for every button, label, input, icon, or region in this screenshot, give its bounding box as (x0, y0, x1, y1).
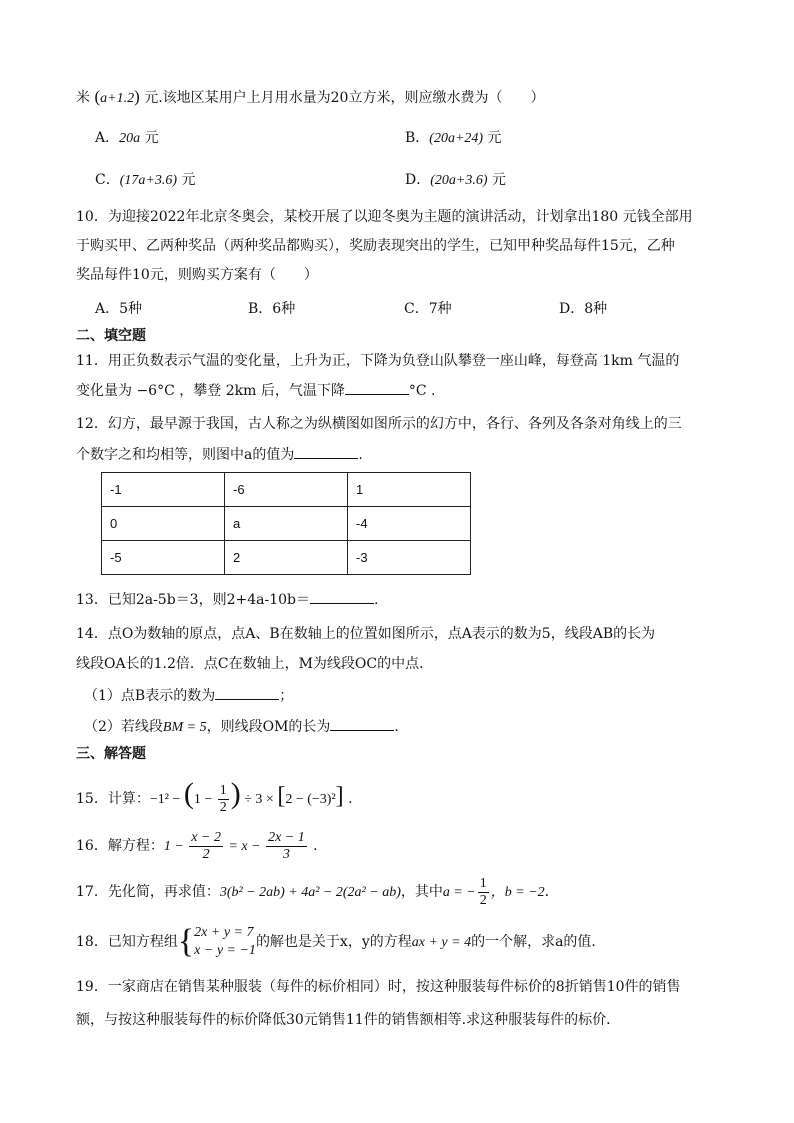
q9-option-d[interactable]: D．(20a+3.6) 元 (405, 172, 506, 188)
q14-line1: 14．点O为数轴的原点，点A、B在数轴上的位置如图所示，点A表示的数为5，线段AB的长为 (76, 626, 656, 642)
q10-option-a[interactable]: A．5种 (95, 301, 143, 317)
q11-answer-blank[interactable] (345, 380, 409, 395)
table-row (102, 541, 471, 575)
q9-option-a[interactable]: A．20a 元 (95, 130, 159, 146)
section-fill-in-heading: 二、填空题 (76, 328, 146, 344)
q9-option-c[interactable]: C．(17a+3.6) 元 (95, 172, 196, 188)
q18-line: 18．已知方程组{ 2x + y = 7 x − y = −1 的解也是关于x，y的方程ax + y = 4的一个解，求a的值． (76, 923, 606, 960)
q10-line3: 奖品每件10元，则购买方案有（ ） (76, 267, 318, 283)
q13-answer-blank[interactable] (310, 589, 374, 604)
q10-option-d[interactable]: D．8种 (559, 301, 608, 317)
q10-option-c[interactable]: C．7种 (404, 301, 452, 317)
q11-line1: 11．用正负数表示气温的变化量，上升为正，下降为负登山队攀登一座山峰，每登高 1km 气温的 (76, 353, 680, 369)
table-cell: -1 (102, 473, 225, 507)
table-cell: -6 (225, 473, 348, 507)
q11-line2: 变化量为 −6°C ，攀登 2km 后，气温下降 °C . (76, 380, 435, 401)
table-cell: 1 (348, 473, 471, 507)
section-solve-heading: 三、解答题 (76, 746, 146, 762)
q14-sub2: （2）若线段BM = 5，则线段OM的长为 ． (84, 716, 408, 738)
table-row (102, 507, 471, 541)
q10-line2: 于购买甲、乙两种奖品（两种奖品都购买），奖励表现突出的学生，已知甲种奖品每件15元，乙种 (76, 238, 675, 254)
q19-line1: 19．一家商店在销售某种服装（每件的标价相同）时，按这种服装每件标价的8折销售10件的销售 (76, 979, 681, 995)
q16-line: 16．解方程：1 − $\frac{x - 2}{2}$ = x − $\frac{2x - 1}{3}$ . (76, 829, 318, 862)
q10-line1: 10．为迎接2022年北京冬奥会，某校开展了以迎冬奥为主题的演讲活动，计划拿出180 元钱全部用 (76, 209, 693, 225)
q14-sub1: （1）点B表示的数为 ； (84, 685, 293, 706)
q12-line2: 个数字之和均相等，则图中a的值为 . (76, 444, 363, 465)
q13-line: 13．已知2a-5b＝3，则2+4a-10b＝ . (76, 589, 378, 610)
q14-sub1-blank[interactable] (215, 685, 279, 700)
table-row (102, 473, 471, 507)
table-cell: -3 (348, 541, 471, 575)
q9-price-expr: a+1.2 (100, 91, 135, 106)
q17-line: 17．先化简，再求值：3(b² − 2ab) + 4a² − 2(2a² − ab)，其中a = − $\frac{1}{2}$ ，b = −2． (76, 875, 559, 908)
q10-option-b[interactable]: B．6种 (248, 301, 296, 317)
table-cell: a (225, 507, 348, 541)
q14-sub2-blank[interactable] (330, 716, 394, 731)
table-cell: 0 (102, 507, 225, 541)
q12-answer-blank[interactable] (294, 444, 358, 459)
q14-line2: 线段OA长的1.2倍．点C在数轴上，M为线段OC的中点． (76, 656, 434, 672)
q19-line2: 额，与按这种服装每件的标价降低30元销售11件的销售额相等.求这种服装每件的标价. (76, 1012, 611, 1028)
q9-continuation: 米 (a+1.2) 元.该地区某用户上月用水量为20立方米，则应缴水费为（ ） (76, 87, 545, 106)
q9-option-b[interactable]: B．(20a+24) 元 (405, 130, 502, 146)
table-cell: -4 (348, 507, 471, 541)
table-cell: 2 (225, 541, 348, 575)
magic-square-table (101, 472, 471, 575)
table-cell: -5 (102, 541, 225, 575)
q15-line: 15．计算：−1² − (1 − $\frac{1}{2}$ ) ÷ 3 × [2 − (−3)²] . (76, 777, 353, 815)
q12-line1: 12．幻方，最早源于我国，古人称之为纵横图如图所示的幻方中，各行、各列及各条对角线上的三 (76, 416, 682, 432)
